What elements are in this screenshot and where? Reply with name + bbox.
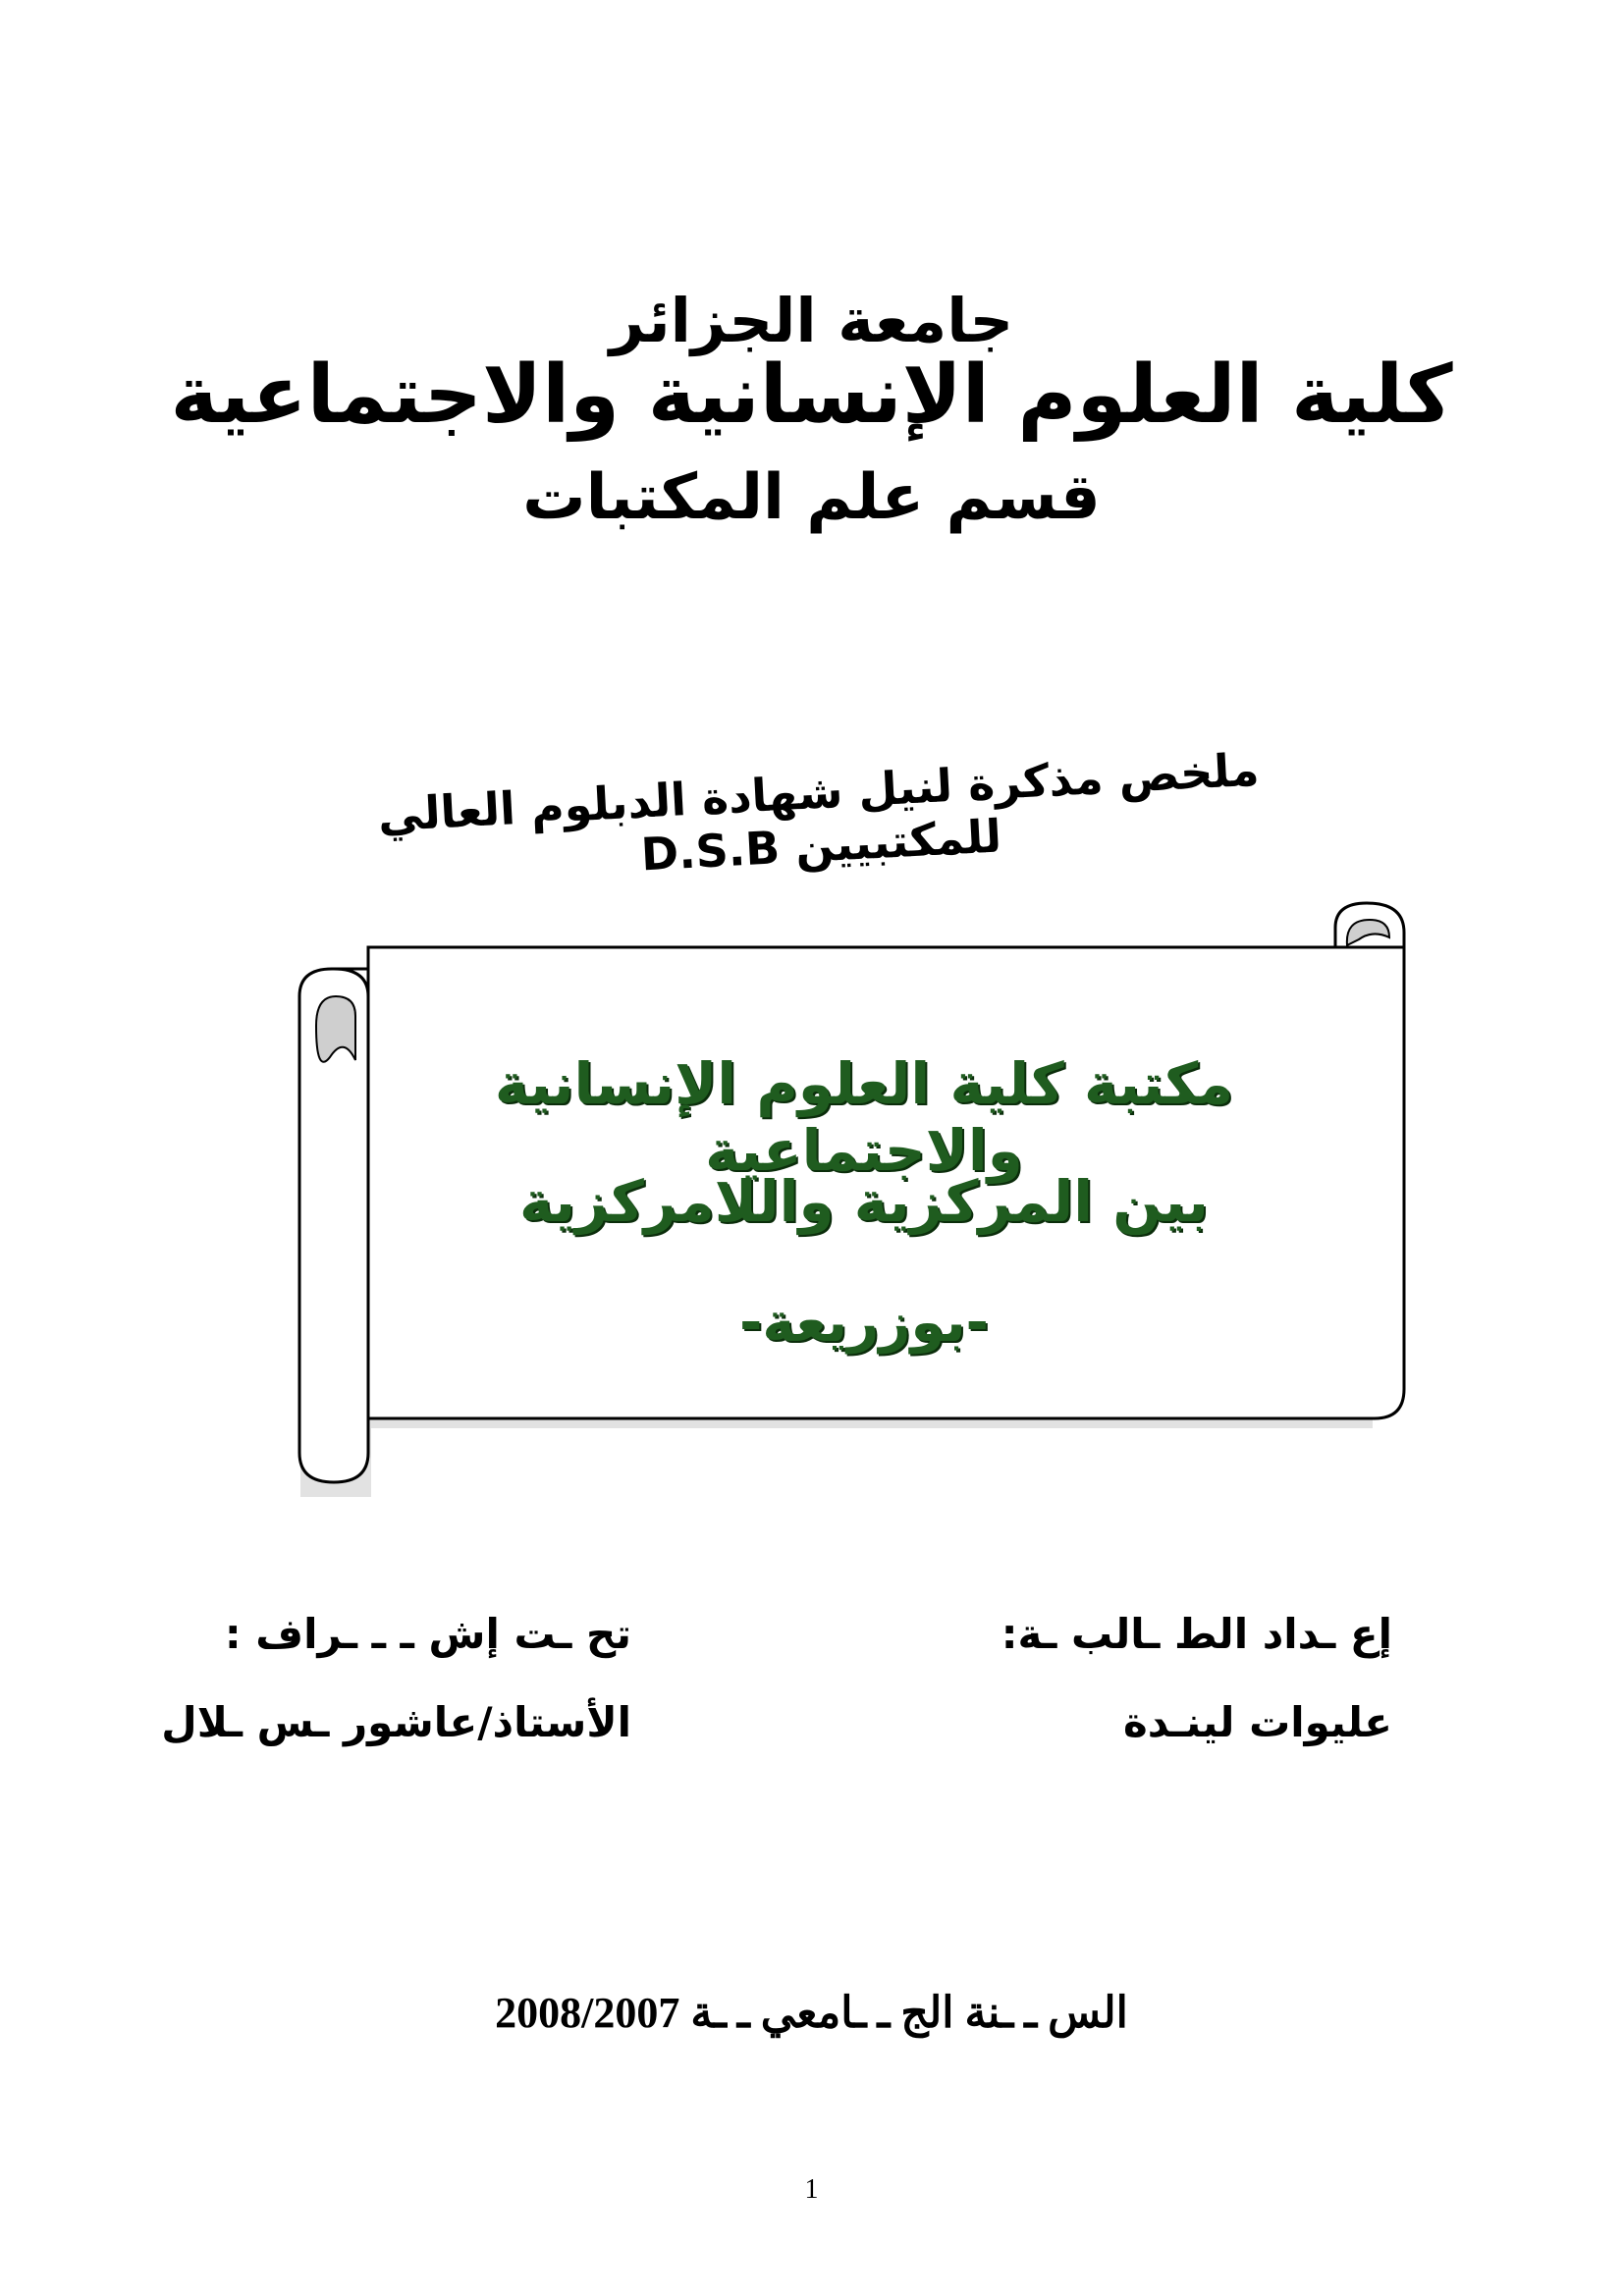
page-number: 1 (804, 2174, 819, 2205)
scroll-title-line-2: بين المركزية واللامركزية (519, 1168, 1209, 1235)
academic-year: الس ـ ـنة الج ـ ـامعي ـ ـة 2008/2007 (495, 1989, 1128, 2037)
faculty-name: كلية العلوم الإنسانية والاجتماعية (170, 348, 1453, 442)
scroll-title-line-3: -بوزريعة- (739, 1291, 989, 1355)
supervisor-label: تح ـت إش ـ ـ ـراف : (224, 1610, 631, 1658)
student-name: عليوات لينـدة (1122, 1698, 1392, 1746)
prepared-by-label: إع ـداد الط ـالب ـة: (1001, 1610, 1392, 1658)
scroll-title-line-1: مكتبة كلية العلوم الإنسانية والاجتماعية (494, 1050, 1234, 1184)
thesis-subtitle: ملخص مذكرة لنيل شهادة الدبلوم العالي للمكتبيين D.S.B (376, 742, 1261, 881)
department-name: قسم علم المكتبات (522, 461, 1101, 534)
university-name: جامعة الجزائر (609, 285, 1014, 356)
supervisor-name: الأستاذ/عاشور ـس ـلال (161, 1698, 631, 1746)
